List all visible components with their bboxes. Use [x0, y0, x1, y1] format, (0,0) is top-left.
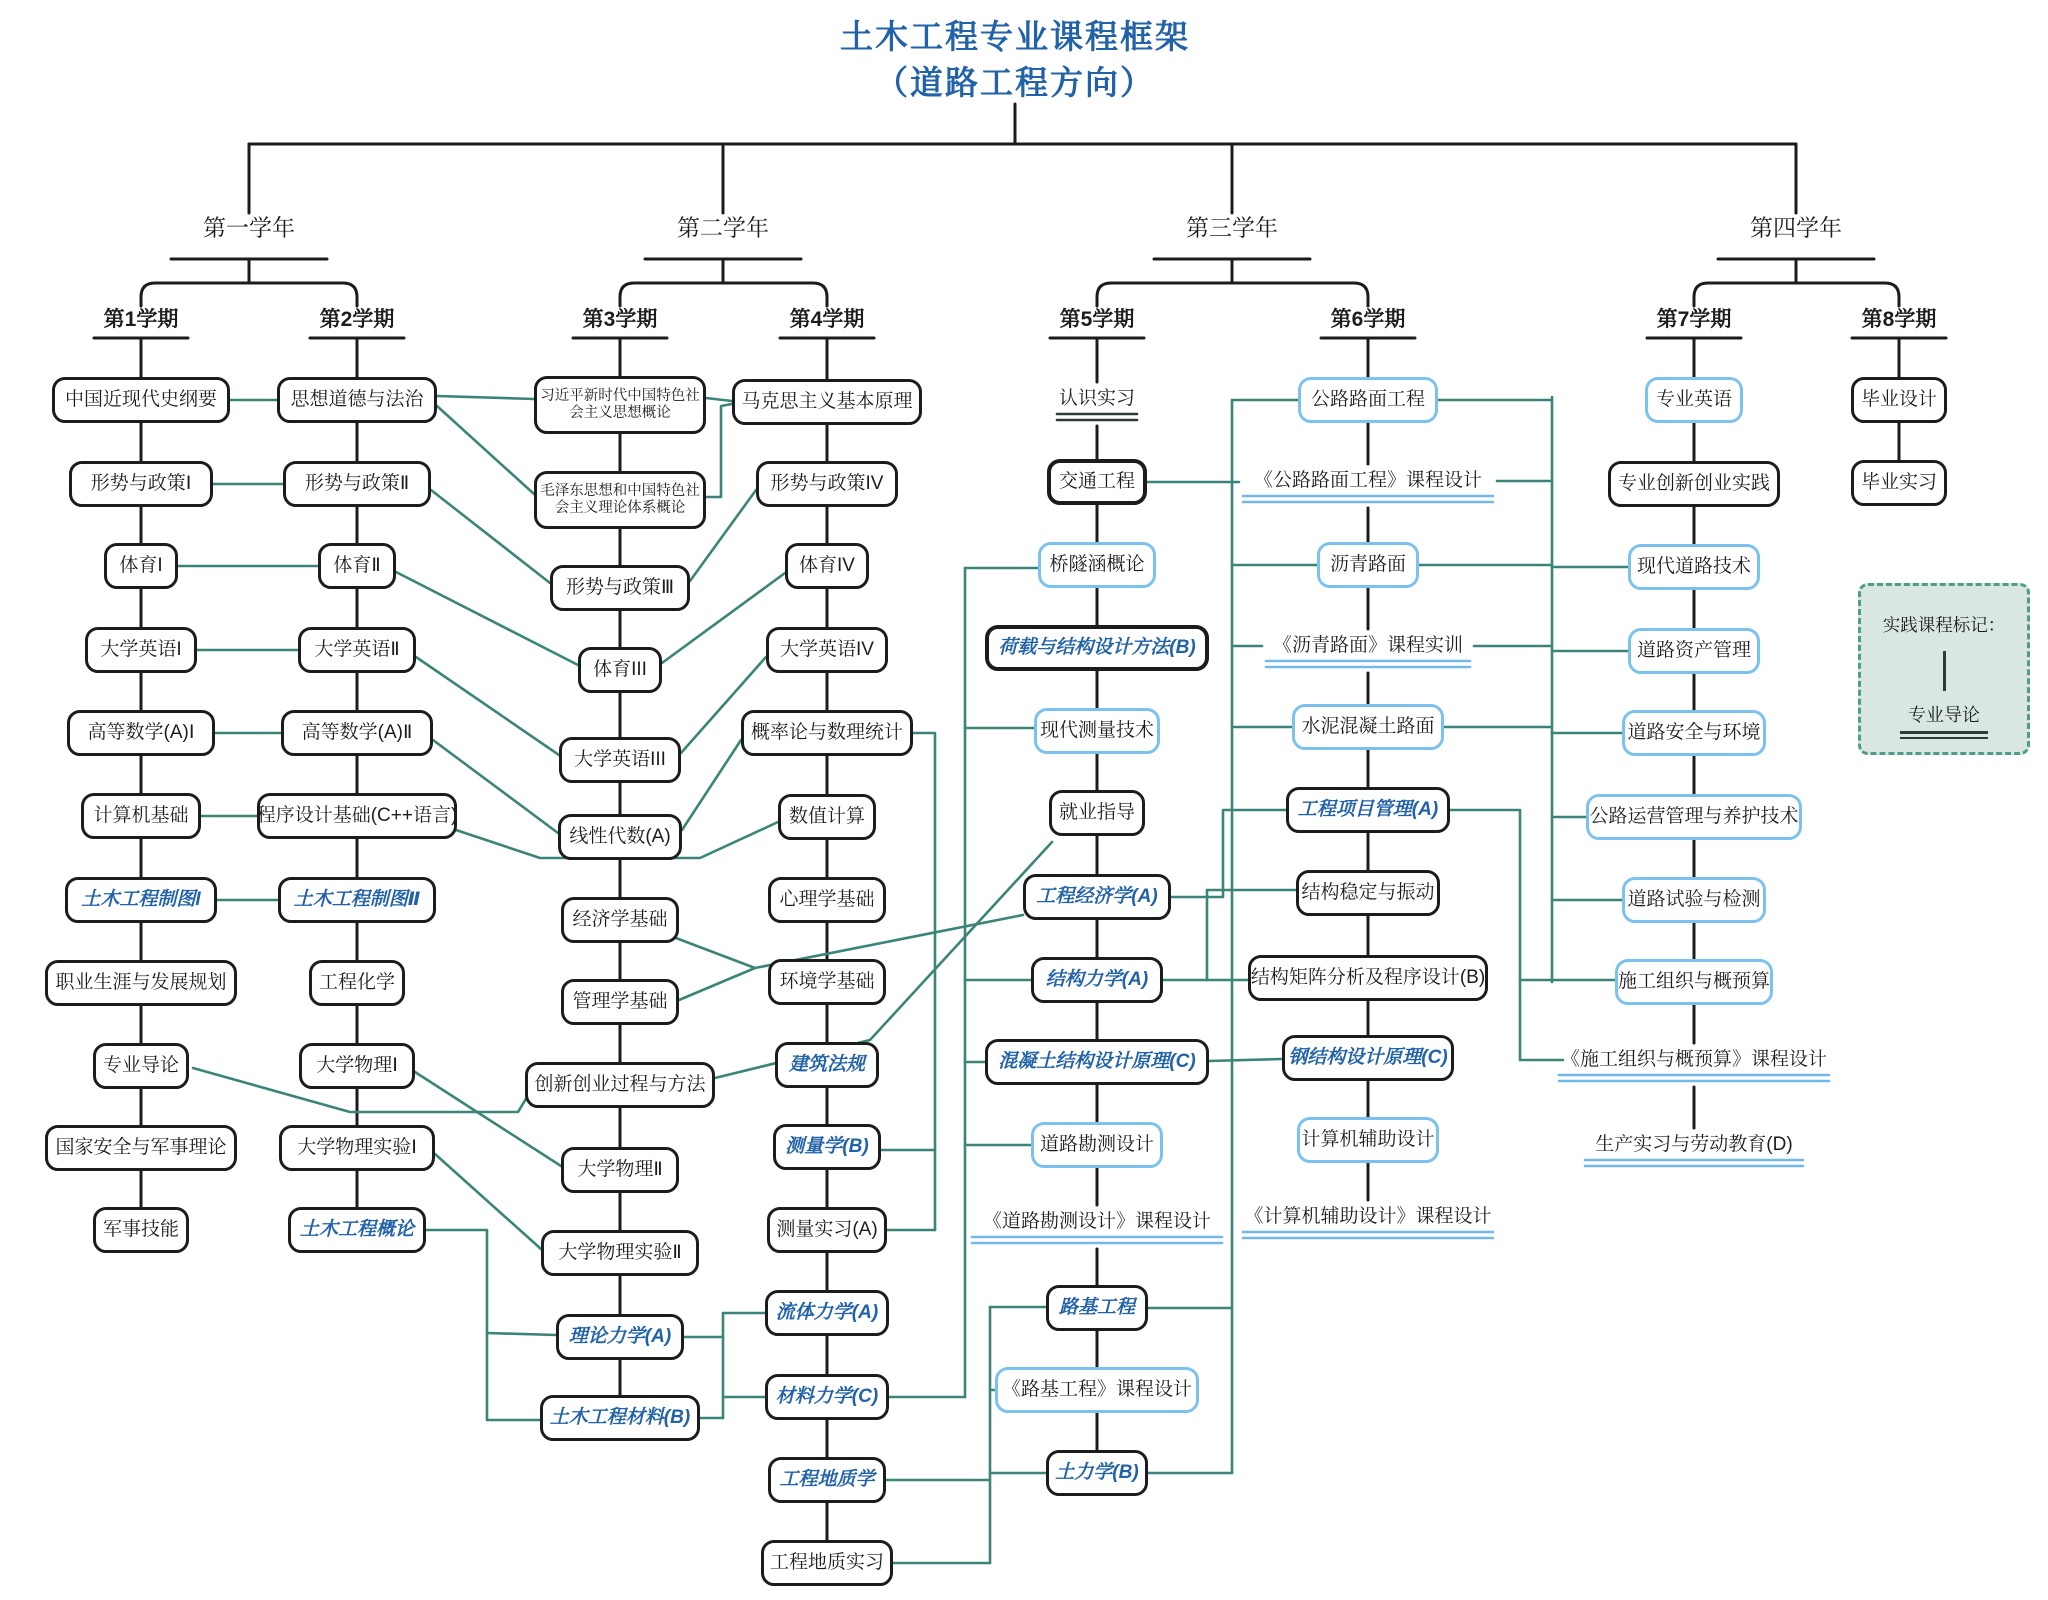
semester-label: 第3学期 [582, 308, 658, 331]
course-node: 体育I [104, 543, 178, 589]
course-node: 公路路面工程 [1298, 377, 1438, 423]
course-node: 毛泽东思想和中国特色社会主义理论体系概论 [534, 471, 706, 529]
course-node: 大学物理实验Ⅱ [541, 1230, 699, 1276]
course-node: 沥青路面 [1317, 542, 1419, 588]
course-node: 国家安全与军事理论 [45, 1125, 237, 1171]
course-node: 土木工程概论 [288, 1207, 426, 1253]
course-node: 认识实习 [1058, 387, 1135, 409]
course-node: 工程化学 [309, 960, 405, 1006]
course-node: 形势与政策IV [756, 461, 898, 507]
course-node: 《沥青路面》课程实训 [1272, 634, 1463, 656]
course-node: 程序设计基础(C++语言) [257, 793, 457, 839]
course-node: 体育IV [785, 543, 869, 589]
semester-label: 第5学期 [1059, 308, 1135, 331]
course-node: 形势与政策Ⅱ [283, 461, 431, 507]
year-label: 第三学年 [1186, 214, 1278, 241]
legend-underline-1 [1900, 731, 1988, 734]
course-node: 大学物理实验Ⅰ [279, 1125, 435, 1171]
course-node: 心理学基础 [768, 877, 886, 923]
legend-title: 实践课程标记： [1882, 615, 2006, 635]
course-node: 《计算机辅助设计》课程设计 [1244, 1205, 1492, 1227]
course-node: 钢结构设计原理(C) [1282, 1035, 1454, 1081]
semester-label: 第4学期 [789, 308, 865, 331]
legend-underline-2 [1900, 737, 1988, 740]
course-node: 土木工程制图Ⅱ [278, 877, 436, 923]
course-node: 土木工程制图I [65, 877, 217, 923]
year-label: 第二学年 [677, 214, 769, 241]
course-node: 数值计算 [778, 794, 876, 840]
course-node: 高等数学(A)Ⅰ [67, 710, 215, 756]
course-node: 管理学基础 [561, 979, 679, 1025]
course-node: 工程经济学(A) [1023, 874, 1171, 920]
course-node: 材料力学(C) [765, 1374, 889, 1420]
legend-sample-course: 专业导论 [1908, 705, 1980, 725]
course-node: 交通工程 [1047, 459, 1147, 505]
course-node: 结构矩阵分析及程序设计(B) [1248, 955, 1488, 1001]
year-label: 第四学年 [1750, 214, 1842, 241]
course-node: 土力学(B) [1046, 1450, 1148, 1496]
course-node: 经济学基础 [561, 897, 679, 943]
course-node: 大学物理Ⅱ [561, 1147, 679, 1193]
course-node: 施工组织与概预算 [1615, 959, 1773, 1005]
course-node: 建筑法规 [775, 1042, 879, 1088]
course-node: 形势与政策Ⅰ [69, 461, 213, 507]
course-node: 现代道路技术 [1628, 544, 1760, 590]
course-node: 混凝土结构设计原理(C) [985, 1039, 1209, 1085]
diagram-title-line2: （道路工程方向） [875, 63, 1155, 101]
course-node: 职业生涯与发展规划 [45, 960, 237, 1006]
course-node: 现代测量技术 [1034, 708, 1160, 754]
course-node: 计算机辅助设计 [1297, 1117, 1439, 1163]
legend-line-sample [1943, 651, 1946, 691]
diagram-title-line1: 土木工程专业课程框架 [840, 18, 1190, 55]
semester-label: 第8学期 [1861, 308, 1937, 331]
course-node: 《道路勘测设计》课程设计 [982, 1210, 1211, 1232]
course-node: 《路基工程》课程设计 [995, 1367, 1199, 1413]
year-label: 第一学年 [203, 214, 295, 241]
course-node: 公路运营管理与养护技术 [1586, 794, 1802, 840]
course-node: 马克思主义基本原理 [732, 379, 922, 425]
semester-label: 第7学期 [1656, 308, 1732, 331]
course-node: 就业指导 [1049, 790, 1145, 836]
semester-label: 第6学期 [1330, 308, 1406, 331]
course-node: 计算机基础 [81, 793, 201, 839]
practice-course-legend [1858, 583, 2030, 755]
course-node: 创新创业过程与方法 [525, 1062, 715, 1108]
diagram-title [715, 14, 1315, 105]
course-node: 桥隧涵概论 [1038, 542, 1156, 588]
course-node: 概率论与数理统计 [741, 710, 913, 756]
course-node: 测量学(B) [773, 1124, 881, 1170]
course-node: 思想道德与法治 [277, 377, 437, 423]
course-node: 《施工组织与概预算》课程设计 [1560, 1048, 1827, 1070]
semester-label: 第1学期 [103, 308, 179, 331]
course-node: 荷载与结构设计方法(B) [985, 625, 1209, 671]
course-node: 毕业设计 [1851, 377, 1947, 423]
course-node: 大学英语III [559, 737, 681, 783]
course-node: 水泥混凝土路面 [1292, 704, 1444, 750]
course-node: 结构力学(A) [1031, 957, 1163, 1003]
course-node: 生产实习与劳动教育(D) [1595, 1133, 1793, 1155]
course-node: 道路试验与检测 [1622, 877, 1766, 923]
course-node: 专业创新创业实践 [1608, 461, 1780, 507]
course-node: 专业英语 [1645, 377, 1743, 423]
course-node: 大学英语IV [766, 627, 888, 673]
course-node: 道路勘测设计 [1031, 1122, 1163, 1168]
course-node: 大学英语Ⅱ [298, 627, 416, 673]
course-node: 道路资产管理 [1628, 628, 1760, 674]
course-node: 路基工程 [1046, 1285, 1148, 1331]
course-node: 线性代数(A) [558, 814, 682, 860]
course-node: 大学英语I [85, 627, 197, 673]
course-node: 体育III [578, 647, 662, 693]
course-node: 大学物理Ⅰ [299, 1043, 415, 1089]
course-node: 专业导论 [93, 1043, 189, 1089]
course-node: 流体力学(A) [765, 1290, 889, 1336]
course-node: 测量实习(A) [767, 1207, 887, 1253]
course-node: 军事技能 [93, 1207, 189, 1253]
course-node: 《公路路面工程》课程设计 [1253, 469, 1482, 491]
course-node: 高等数学(A)Ⅱ [281, 710, 433, 756]
course-node: 中国近现代史纲要 [52, 377, 230, 423]
course-node: 习近平新时代中国特色社会主义思想概论 [534, 376, 706, 434]
course-node: 土木工程材料(B) [540, 1395, 700, 1441]
course-node: 结构稳定与振动 [1296, 870, 1440, 916]
course-node: 毕业实习 [1851, 460, 1947, 506]
course-node: 体育Ⅱ [318, 543, 396, 589]
course-node: 工程地质实习 [761, 1540, 893, 1586]
course-node: 工程项目管理(A) [1286, 787, 1450, 833]
course-node: 形势与政策Ⅲ [550, 565, 690, 611]
semester-label: 第2学期 [319, 308, 395, 331]
course-node: 理论力学(A) [556, 1314, 684, 1360]
course-node: 工程地质学 [768, 1457, 886, 1503]
course-node: 道路安全与环境 [1622, 710, 1766, 756]
course-node: 环境学基础 [768, 959, 886, 1005]
